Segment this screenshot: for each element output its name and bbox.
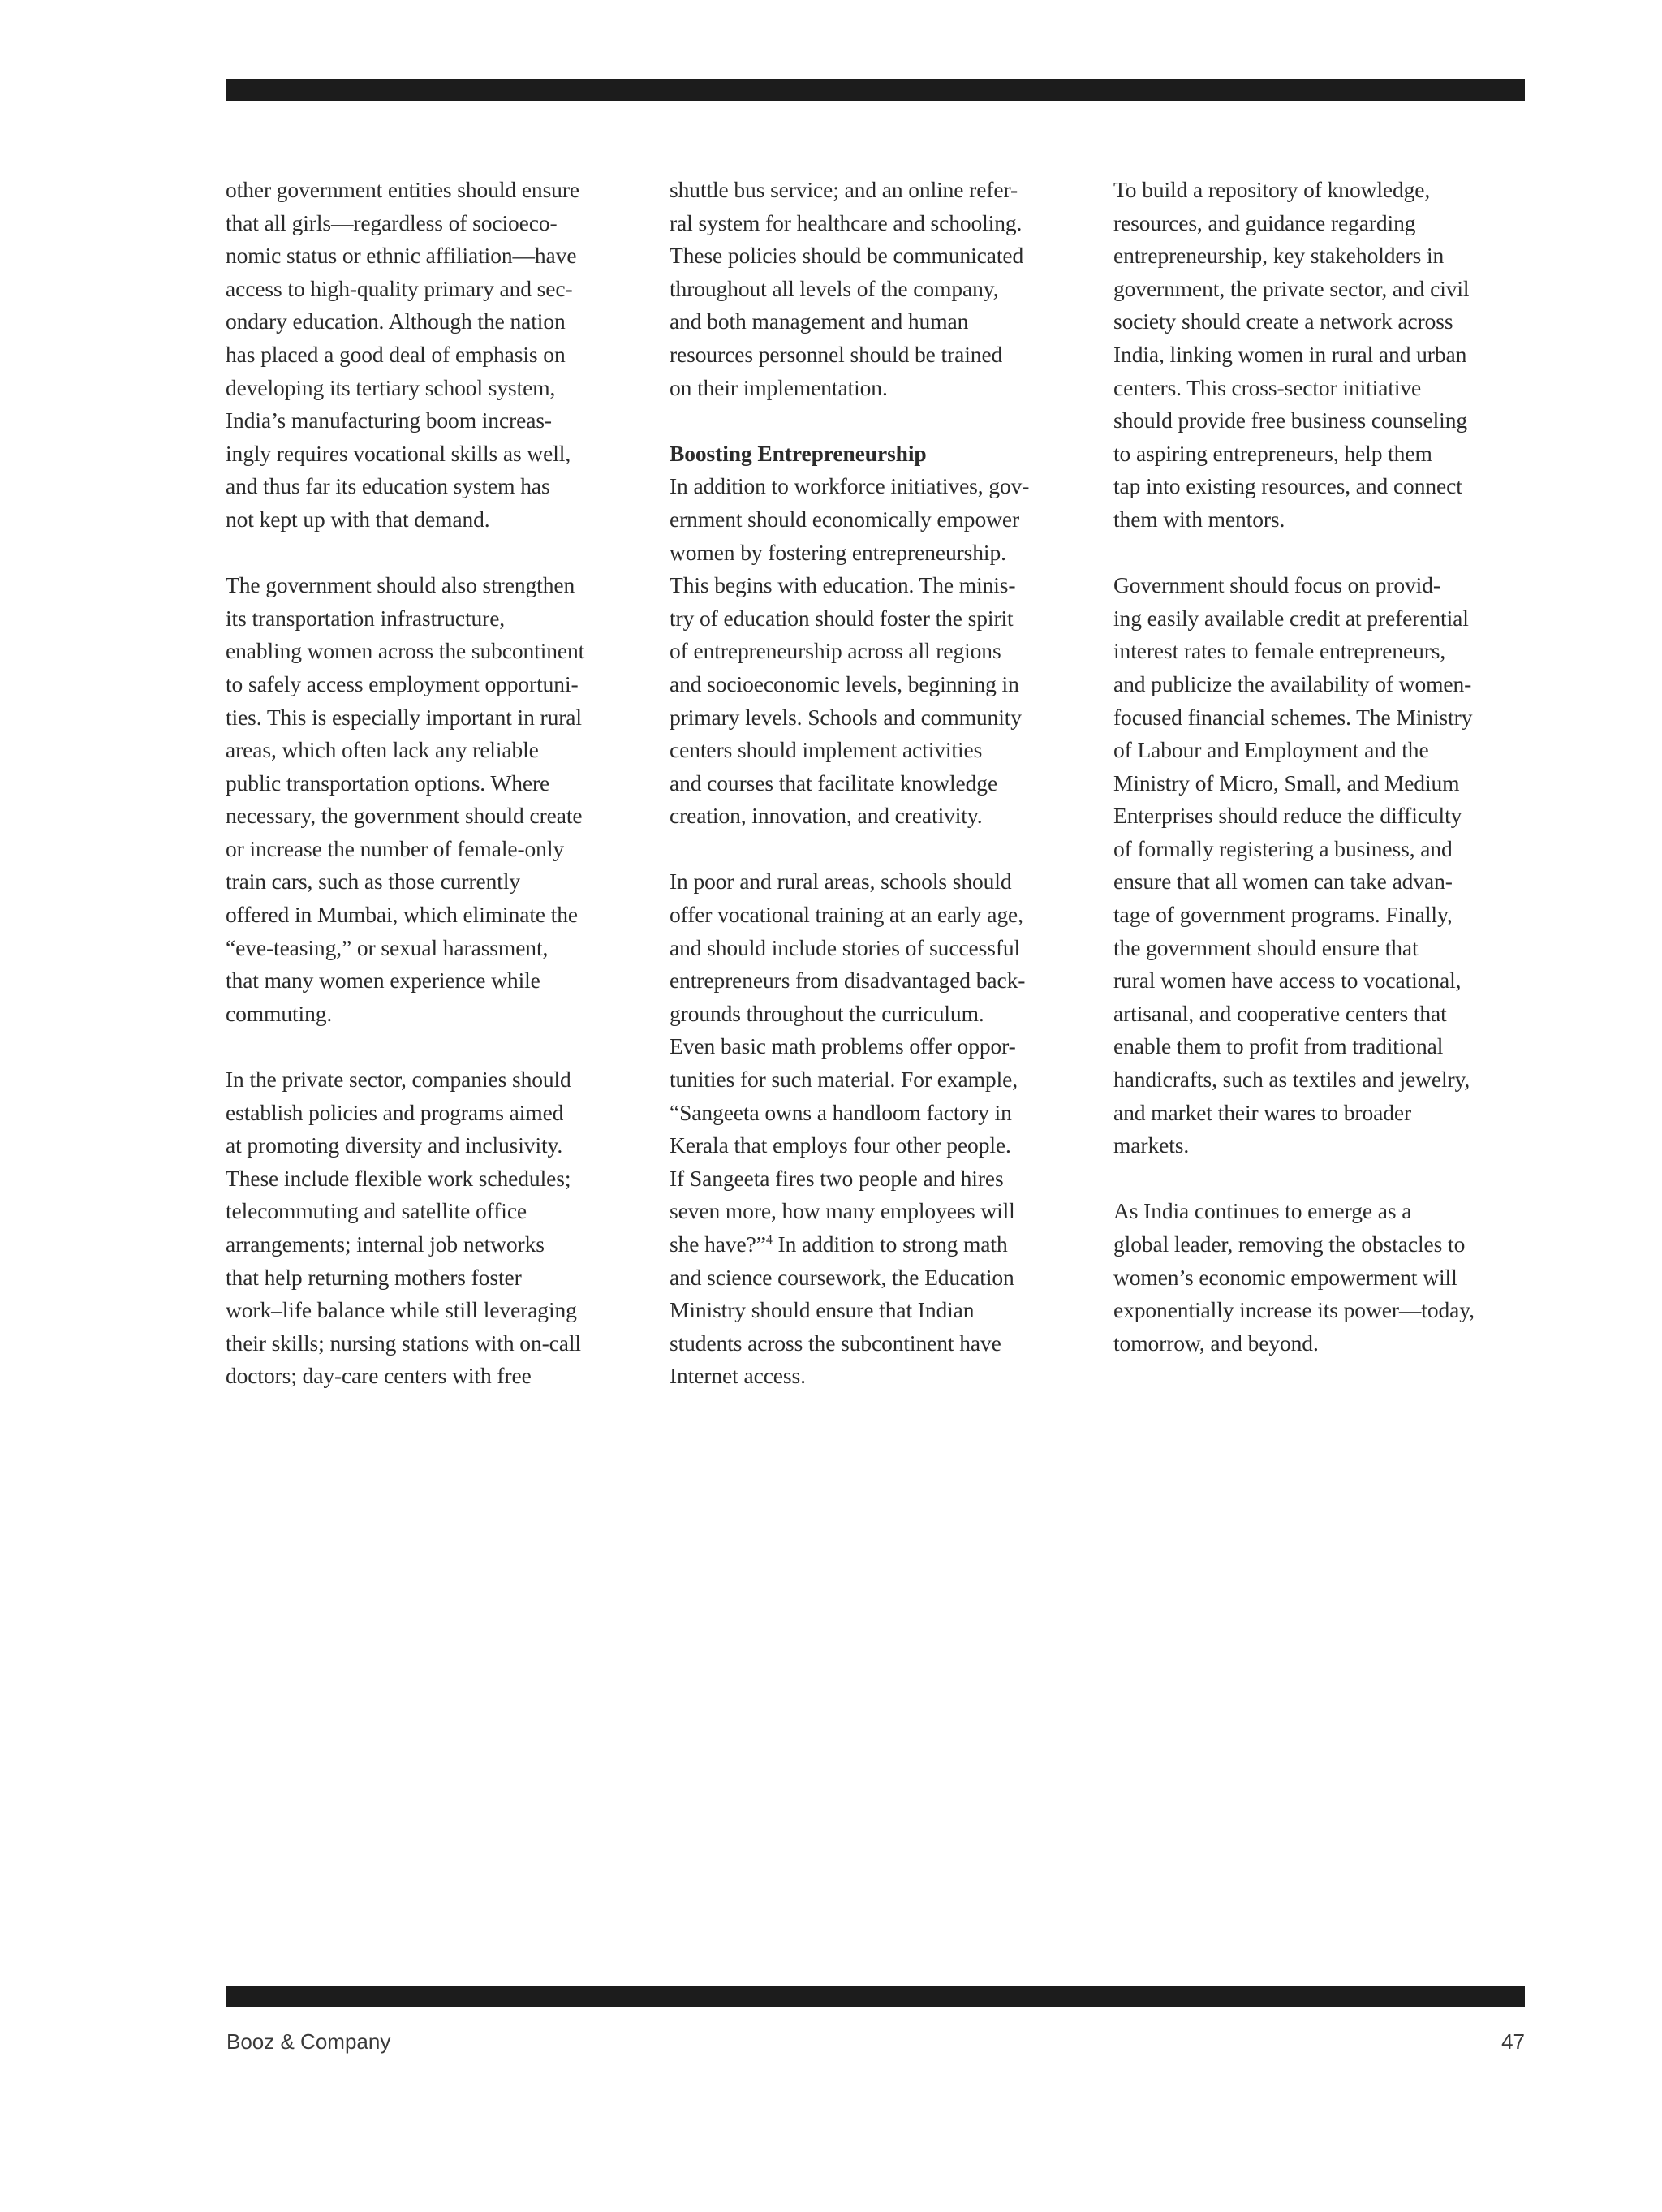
text-line-with-footnote bbox=[670, 1228, 1091, 1261]
text-line: India’s manufacturing boom increas- bbox=[226, 407, 552, 433]
text-fragment: she have?” bbox=[670, 1231, 766, 1257]
text-line: that all girls—regardless of socioeco- bbox=[226, 209, 558, 235]
text-line: resources personnel should be trained bbox=[670, 341, 1003, 367]
text-line: to aspiring entrepreneurs, help them bbox=[1113, 440, 1432, 466]
text-line: These include flexible work schedules; bbox=[226, 1165, 571, 1191]
text-line: public transportation options. Where bbox=[226, 770, 550, 796]
text-line: This begins with education. The minis- bbox=[670, 572, 1016, 598]
text-line: society should create a network across bbox=[1113, 308, 1453, 334]
text-line: ing easily available credit at preferential bbox=[1113, 605, 1469, 631]
text-line: on their implementation. bbox=[670, 374, 888, 400]
text-line: entrepreneurs from disadvantaged back- bbox=[670, 968, 1026, 994]
text-line: enabling women across the subcontinent bbox=[226, 638, 585, 664]
paragraph bbox=[226, 569, 656, 1030]
text-line: and should include stories of successful bbox=[670, 934, 1021, 960]
text-line: other government entities should ensure bbox=[226, 177, 579, 202]
text-line: offered in Mumbai, which eliminate the bbox=[226, 902, 579, 928]
text-line: areas, which often lack any reliable bbox=[226, 737, 539, 763]
text-line: grounds throughout the curriculum. bbox=[670, 1000, 984, 1026]
text-line: work–life balance while still leveraging bbox=[226, 1297, 577, 1323]
paragraph bbox=[670, 174, 1091, 404]
paragraph bbox=[670, 865, 1091, 1393]
text-line: exponentially increase its power—today, bbox=[1113, 1297, 1475, 1323]
text-line: ties. This is especially important in rural bbox=[226, 704, 582, 730]
paragraph bbox=[1113, 174, 1535, 537]
text-line: or increase the number of female-only bbox=[226, 835, 565, 861]
text-line: that many women experience while bbox=[226, 968, 540, 994]
text-column-3 bbox=[1113, 174, 1535, 1360]
footer-publisher: Booz & Company bbox=[226, 2029, 391, 2054]
paragraph-gap bbox=[1113, 1162, 1535, 1196]
text-line: them with mentors. bbox=[1113, 506, 1285, 532]
text-line: of entrepreneurship across all regions bbox=[670, 638, 1001, 664]
text-line: tomorrow, and beyond. bbox=[1113, 1330, 1319, 1356]
text-line: focused financial schemes. The Ministry bbox=[1113, 704, 1473, 730]
text-line: handicrafts, such as textiles and jewelry, bbox=[1113, 1067, 1470, 1093]
text-line: of formally registering a business, and bbox=[1113, 835, 1453, 861]
text-column-2 bbox=[670, 174, 1091, 1393]
bottom-rule bbox=[226, 1986, 1525, 2007]
text-line: shuttle bus service; and an online refer- bbox=[670, 177, 1018, 202]
text-line: commuting. bbox=[226, 1000, 333, 1026]
paragraph-gap bbox=[226, 537, 656, 570]
text-line: and thus far its education system has bbox=[226, 473, 550, 499]
page-number: 47 bbox=[1501, 2029, 1525, 2054]
text-line: In addition to workforce initiatives, gov- bbox=[670, 473, 1030, 499]
text-line: and market their wares to broader bbox=[1113, 1099, 1412, 1125]
text-line: Government should focus on provid- bbox=[1113, 572, 1440, 598]
paragraph-gap bbox=[670, 404, 1091, 438]
text-line: train cars, such as those currently bbox=[226, 869, 521, 895]
text-fragment: In addition to strong math bbox=[772, 1231, 1008, 1257]
text-line: primary levels. Schools and community bbox=[670, 704, 1022, 730]
text-line: doctors; day-care centers with free bbox=[226, 1363, 532, 1389]
text-line: seven more, how many employees will bbox=[670, 1198, 1015, 1224]
text-line: try of education should foster the spirit bbox=[670, 605, 1014, 631]
text-line: tap into existing resources, and connect bbox=[1113, 473, 1462, 499]
text-line: Internet access. bbox=[670, 1363, 806, 1389]
text-line: centers. This cross-sector initiative bbox=[1113, 374, 1422, 400]
text-line: throughout all levels of the company, bbox=[670, 275, 999, 301]
text-line: In poor and rural areas, schools should bbox=[670, 869, 1012, 895]
text-line: These policies should be communicated bbox=[670, 243, 1024, 269]
text-line: Even basic math problems offer oppor- bbox=[670, 1033, 1016, 1059]
section-heading: Boosting Entrepreneurship bbox=[670, 440, 927, 466]
text-line: rural women have access to vocational, bbox=[1113, 968, 1462, 994]
text-line: of Labour and Employment and the bbox=[1113, 737, 1429, 763]
text-line: access to high-quality primary and sec- bbox=[226, 275, 573, 301]
top-rule bbox=[226, 79, 1525, 101]
text-line: their skills; nursing stations with on-call bbox=[226, 1330, 581, 1356]
text-line: should provide free business counseling bbox=[1113, 407, 1468, 433]
text-line: nomic status or ethnic affiliation—have bbox=[226, 243, 577, 269]
text-line: necessary, the government should create bbox=[226, 803, 583, 829]
text-line: In the private sector, companies should bbox=[226, 1067, 571, 1093]
text-line: tage of government programs. Finally, bbox=[1113, 902, 1453, 928]
paragraph bbox=[1113, 1195, 1535, 1360]
text-line: and socioeconomic levels, beginning in bbox=[670, 670, 1019, 696]
text-line: at promoting diversity and inclusivity. bbox=[226, 1132, 563, 1158]
text-line: “eve-teasing,” or sexual harassment, bbox=[226, 934, 549, 960]
text-line: creation, innovation, and creativity. bbox=[670, 803, 983, 829]
text-column-1 bbox=[226, 174, 656, 1393]
text-line: The government should also strengthen bbox=[226, 572, 575, 598]
text-line: ernment should economically empower bbox=[670, 506, 1020, 532]
text-line: resources, and guidance regarding bbox=[1113, 209, 1416, 235]
text-line: interest rates to female entrepreneurs, bbox=[1113, 638, 1446, 664]
text-line: and science coursework, the Education bbox=[670, 1264, 1014, 1290]
text-line: women by fostering entrepreneurship. bbox=[670, 539, 1006, 565]
text-line: offer vocational training at an early age, bbox=[670, 902, 1023, 928]
text-line: markets. bbox=[1113, 1132, 1190, 1158]
text-line: students across the subcontinent have bbox=[670, 1330, 1001, 1356]
text-line: establish policies and programs aimed bbox=[226, 1099, 564, 1125]
text-line: government, the private sector, and civil bbox=[1113, 275, 1470, 301]
text-line: artisanal, and cooperative centers that bbox=[1113, 1000, 1447, 1026]
text-line: centers should implement activities bbox=[670, 737, 983, 763]
text-line: As India continues to emerge as a bbox=[1113, 1198, 1412, 1224]
text-line: not kept up with that demand. bbox=[226, 506, 490, 532]
paragraph-gap bbox=[226, 1030, 656, 1063]
text-line: women’s economic empowerment will bbox=[1113, 1264, 1457, 1290]
text-line: ingly requires vocational skills as well, bbox=[226, 440, 571, 466]
text-line: the government should ensure that bbox=[1113, 934, 1419, 960]
text-line: tunities for such material. For example, bbox=[670, 1067, 1018, 1093]
text-line: To build a repository of knowledge, bbox=[1113, 177, 1431, 202]
footnote-marker: 4 bbox=[765, 1233, 773, 1247]
text-line: “Sangeeta owns a handloom factory in bbox=[670, 1099, 1012, 1125]
text-line: to safely access employment opportuni- bbox=[226, 670, 579, 696]
text-line: that help returning mothers foster bbox=[226, 1264, 522, 1290]
text-line: global leader, removing the obstacles to bbox=[1113, 1231, 1466, 1257]
paragraph-gap bbox=[1113, 537, 1535, 570]
text-line: Kerala that employs four other people. bbox=[670, 1132, 1011, 1158]
paragraph bbox=[226, 174, 656, 537]
paragraph bbox=[226, 1063, 656, 1393]
text-line: telecommuting and satellite office bbox=[226, 1198, 527, 1224]
text-line: ensure that all women can take advan- bbox=[1113, 869, 1453, 895]
text-line: ondary education. Although the nation bbox=[226, 308, 566, 334]
text-line: entrepreneurship, key stakeholders in bbox=[1113, 243, 1445, 269]
text-line: has placed a good deal of emphasis on bbox=[226, 341, 566, 367]
paragraph bbox=[670, 438, 1091, 833]
paragraph bbox=[1113, 569, 1535, 1162]
text-line: developing its tertiary school system, bbox=[226, 374, 556, 400]
text-line: and both management and human bbox=[670, 308, 969, 334]
text-line: arrangements; internal job networks bbox=[226, 1231, 545, 1257]
text-line: India, linking women in rural and urban bbox=[1113, 341, 1467, 367]
text-line: its transportation infrastructure, bbox=[226, 605, 506, 631]
text-line: Ministry of Micro, Small, and Medium bbox=[1113, 770, 1460, 796]
text-line: enable them to profit from traditional bbox=[1113, 1033, 1444, 1059]
text-line: ral system for healthcare and schooling. bbox=[670, 209, 1023, 235]
text-line: Ministry should ensure that Indian bbox=[670, 1297, 975, 1323]
text-line: If Sangeeta fires two people and hires bbox=[670, 1165, 1004, 1191]
text-line: Enterprises should reduce the difficulty bbox=[1113, 803, 1462, 829]
paragraph-gap bbox=[670, 833, 1091, 866]
text-line: and courses that facilitate knowledge bbox=[670, 770, 998, 796]
text-line: and publicize the availability of women- bbox=[1113, 670, 1472, 696]
